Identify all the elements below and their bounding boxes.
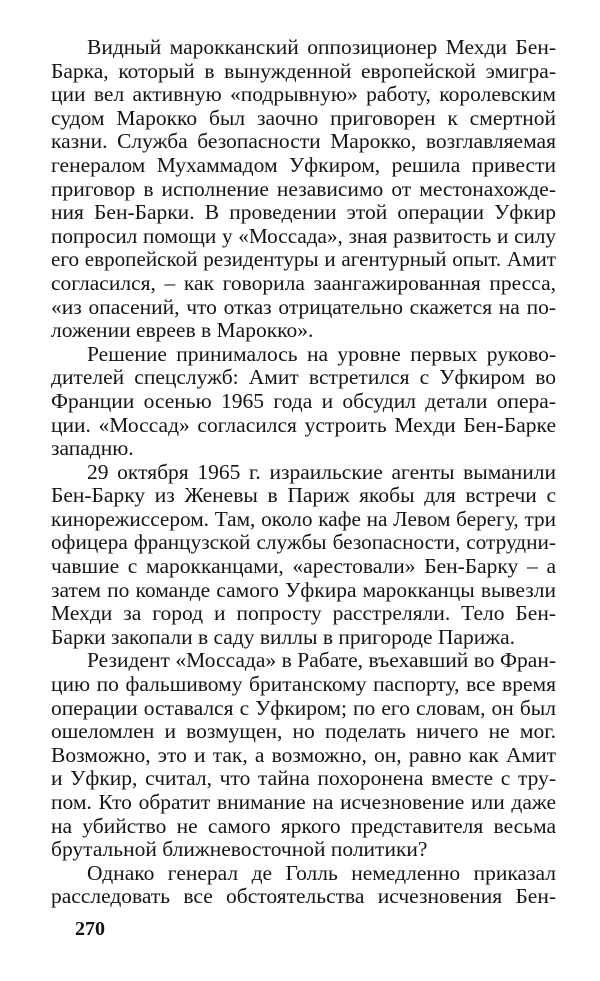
text-line: ции. «Моссад» согласился устроить Мехди Бен-Барке	[51, 412, 556, 437]
text-line: затем по команде самого Уфкира марокканцы вывезли	[51, 577, 556, 602]
text-line: брутальной ближневосточной политики?	[51, 837, 428, 862]
text-line: Решение принималось на уровне первых руково-	[87, 341, 556, 366]
text-line: Возможно, это и так, а возможно, он, равно как Амит	[51, 742, 556, 767]
text-line: Франции осенью 1965 года и обсудил детали опера-	[51, 388, 556, 413]
text-line: чавшие с марокканцами, «арестовали» Бен-Барку – а	[51, 554, 556, 579]
text-line: дителей спецслужб: Амит встретился с Уфкиром во	[51, 365, 556, 390]
text-line: западню.	[51, 436, 134, 461]
text-line: казни. Служба безопасности Марокко, возглавляемая	[51, 129, 556, 154]
text-line: согласился, – как говорила заангажированная пресса,	[51, 270, 556, 295]
text-line: ложении евреев в Марокко».	[51, 318, 314, 343]
text-line: Барки закопали в саду виллы в пригороде Парижа.	[51, 624, 515, 649]
text-line: расследовать все обстоятельства исчезновения Бен-	[51, 884, 556, 909]
text-line: ции вел активную «подрывную» работу, королевским	[51, 82, 556, 107]
text-line: 29 октября 1965 г. израильские агенты выманили	[87, 459, 556, 484]
text-line: операции оставался с Уфкиром; по его словам, он был	[51, 695, 556, 720]
text-line: Мехди за город и попросту расстреляли. Тело Бен-	[51, 601, 556, 626]
body-text	[51, 36, 556, 909]
text-line: Резидент «Моссада» в Рабате, въехавший во Фран-	[87, 648, 556, 673]
text-line: цию по фальшивому британскому паспорту, все время	[51, 672, 556, 697]
text-line: Однако генерал де Голль немедленно приказал	[87, 860, 556, 885]
text-line: пом. Кто обратит внимание на исчезновение или даже	[51, 790, 556, 814]
text-line: на убийство не самого яркого представителя весьма	[51, 813, 556, 838]
text-line: кинорежиссером. Там, около кафе на Левом берегу, три	[51, 506, 556, 531]
text-line: его европейской резидентуры и агентурный опыт. Амит	[51, 247, 556, 272]
text-line: и Уфкир, считал, что тайна похоронена вместе с тру-	[51, 766, 556, 791]
page-number: 270	[75, 918, 105, 940]
text-line: Видный марокканский оппозиционер Мехди Бен-	[87, 35, 556, 59]
text-line: приговор в исполнение независимо от местонахожде-	[51, 176, 556, 201]
text-line: «из опасений, что отказ отрицательно скажется на по-	[51, 294, 556, 319]
text-line: Барка, который в вынужденной европейской эмигра-	[51, 58, 556, 83]
text-line: судом Марокко был заочно приговорен к смертной	[51, 105, 556, 130]
text-line: ния Бен-Барки. В проведении этой операции Уфкир	[51, 200, 556, 225]
text-line: офицера французской службы безопасности, сотрудни-	[51, 530, 556, 555]
text-line: попросил помощи у «Моссада», зная развитость и силу	[51, 223, 556, 248]
text-line: ошеломлен и возмущен, но поделать ничего не мог.	[51, 719, 556, 744]
text-line: генералом Мухаммадом Уфкиром, решила привести	[51, 152, 556, 177]
text-line: Бен-Барку из Женевы в Париж якобы для встречи с	[51, 483, 556, 508]
